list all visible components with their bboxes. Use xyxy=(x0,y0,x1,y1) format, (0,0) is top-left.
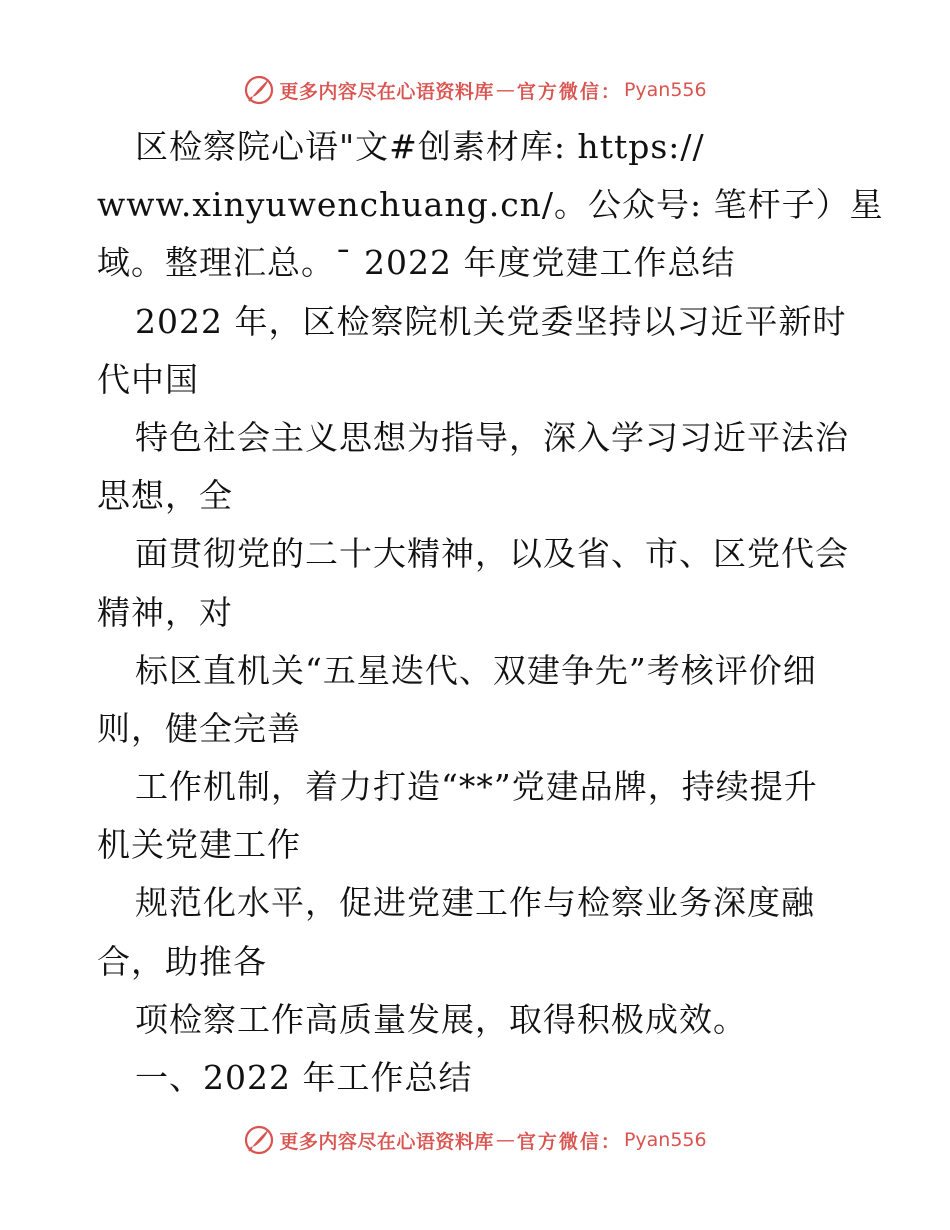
section-heading: 一、2022 年工作总结 xyxy=(135,1058,473,1097)
footer-banner xyxy=(0,1120,950,1160)
banner-official-label: 官方微信： xyxy=(516,80,622,103)
banner-text: 更多内容尽在心语资料库 xyxy=(279,1130,494,1153)
body-line: 面贯彻党的二十大精神，以及省、市、区党代会 xyxy=(135,534,849,574)
body-line: 合，助推各 xyxy=(97,941,267,981)
body-line: 则，健全完善 xyxy=(97,708,301,748)
body-line: 区检察院心语"文#创素材库: https:// xyxy=(135,127,705,166)
body-line: 2022 年，区检察院机关党委坚持以习近平新时 xyxy=(135,301,847,341)
quill-pen-circle-logo-icon xyxy=(243,74,275,106)
body-line: 域。整理汇总。¯ 2022 年度党建工作总结 xyxy=(97,243,736,283)
body-line: 思想，全 xyxy=(97,476,233,516)
banner-separator: — xyxy=(495,1129,515,1151)
body-line: www.xinyuwenchuang.cn/。公众号: 笔杆子）星 xyxy=(97,185,884,225)
banner-wechat-id: Pyan556 xyxy=(623,79,707,101)
banner-wechat-id: Pyan556 xyxy=(623,1129,707,1151)
body-line: 工作机制，着力打造“**”党建品牌，持续提升 xyxy=(135,767,818,807)
body-line: 代中国 xyxy=(97,359,199,399)
document-body xyxy=(97,118,887,1107)
banner-text: 更多内容尽在心语资料库 xyxy=(279,80,494,103)
header-banner xyxy=(0,70,950,110)
body-line: 规范化水平，促进党建工作与检察业务深度融 xyxy=(135,883,815,923)
body-line: 项检察工作高质量发展，取得积极成效。 xyxy=(135,999,747,1039)
quill-pen-circle-logo-icon xyxy=(243,1124,275,1156)
body-line: 精神，对 xyxy=(97,592,233,632)
banner-separator: — xyxy=(495,79,515,101)
body-line: 机关党建工作 xyxy=(97,825,301,865)
body-line: 特色社会主义思想为指导，深入学习习近平法治 xyxy=(135,417,849,457)
banner-official-label: 官方微信： xyxy=(516,1130,622,1153)
body-line: 标区直机关“五星迭代、双建争先”考核评价细 xyxy=(135,650,817,690)
